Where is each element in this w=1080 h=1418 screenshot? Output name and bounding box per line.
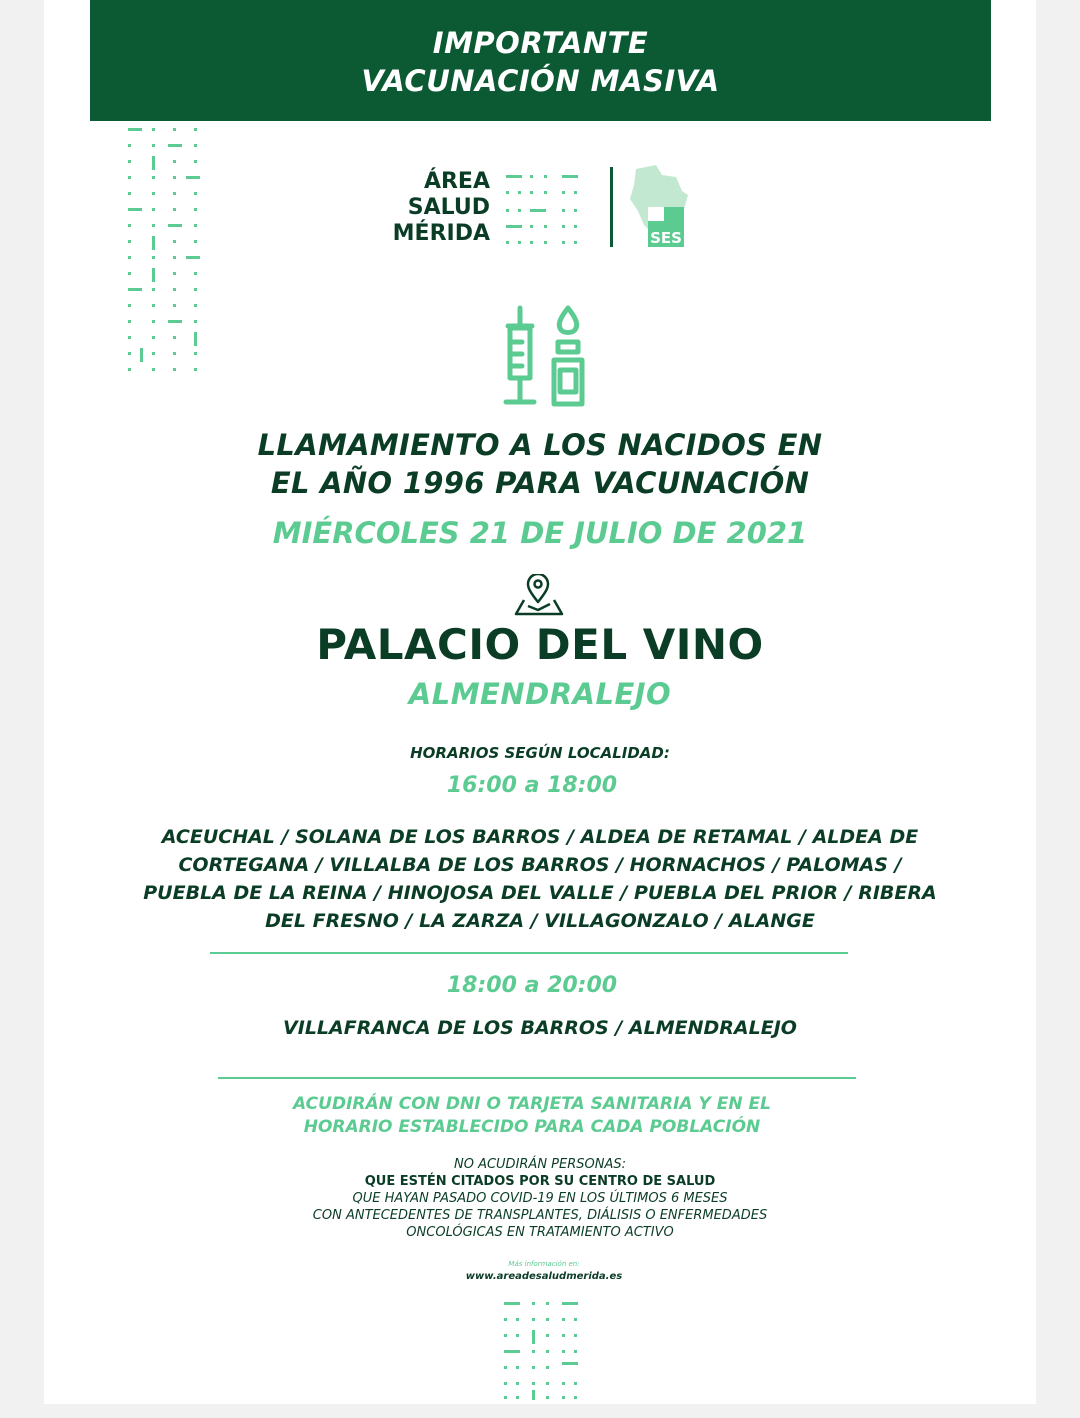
logo-dot-pattern xyxy=(504,171,584,247)
svg-text:SES: SES xyxy=(650,229,682,247)
area-salud-merida-logo xyxy=(392,165,692,255)
decorative-dot-pattern xyxy=(128,126,208,376)
town-line: CORTEGANA / VILLALBA DE LOS BARROS / HORNACHOS / PALOMAS / xyxy=(178,854,902,876)
vaccination-poster xyxy=(44,0,1036,1404)
slot1-time: 16:00 a 18:00 xyxy=(446,773,618,798)
exclusions xyxy=(44,1156,1036,1241)
vaccination-date: MIÉRCOLES 21 DE JULIO DE 2021 xyxy=(272,516,808,550)
divider xyxy=(210,952,848,954)
exclusions-heading: NO ACUDIRÁN PERSONAS: xyxy=(453,1157,627,1172)
logo-wordmark: ÁREA SALUD MÉRIDA xyxy=(392,169,490,246)
exclusion-item: QUE HAYAN PASADO COVID-19 EN LOS ÚLTIMOS 6 MESES xyxy=(352,1191,728,1206)
syringe-and-vial-icon xyxy=(498,304,590,414)
headline: LLAMAMIENTO A LOS NACIDOS EN EL AÑO 1996 PARA VACUNACIÓN xyxy=(257,428,823,500)
logo-divider xyxy=(610,167,613,247)
attendance-notice: ACUDIRÁN CON DNI O TARJETA SANITARIA Y EN EL HORARIO ESTABLECIDO PARA CADA POBLACIÓN xyxy=(293,1094,771,1137)
slot1-towns xyxy=(44,823,1036,935)
town-line: DEL FRESNO / LA ZARZA / VILLAGONZALO / ALANGE xyxy=(265,910,815,932)
venue-city: ALMENDRALEJO xyxy=(408,677,672,711)
town-line: PUEBLA DE LA REINA / HINOJOSA DEL VALLE / PUEBLA DEL PRIOR / RIBERA xyxy=(143,882,937,904)
schedule-heading: HORARIOS SEGÚN LOCALIDAD: xyxy=(410,744,670,762)
slot2-time: 18:00 a 20:00 xyxy=(446,973,618,998)
header-title: IMPORTANTE xyxy=(432,26,649,60)
town-line: VILLAFRANCA DE LOS BARROS / ALMENDRALEJO xyxy=(283,1017,797,1039)
poster-header xyxy=(90,0,991,121)
map-location-icon xyxy=(514,574,564,616)
exclusion-item: QUE ESTÉN CITADOS POR SU CENTRO DE SALUD xyxy=(364,1174,716,1189)
exclusion-item: ONCOLÓGICAS EN TRATAMIENTO ACTIVO xyxy=(406,1225,674,1240)
exclusion-item: CON ANTECEDENTES DE TRANSPLANTES, DIÁLISIS O ENFERMEDADES xyxy=(312,1208,768,1223)
decorative-dot-pattern xyxy=(502,1298,582,1402)
more-info-label: Más información en: xyxy=(508,1260,580,1268)
venue-name: PALACIO DEL VINO xyxy=(316,620,764,669)
header-subtitle: VACUNACIÓN MASIVA xyxy=(361,64,720,98)
website-link[interactable]: www.areadesaludmerida.es xyxy=(465,1271,623,1282)
ses-map-icon xyxy=(626,163,690,249)
slot2-towns xyxy=(44,1014,1036,1042)
town-line: ACEUCHAL / SOLANA DE LOS BARROS / ALDEA DE RETAMAL / ALDEA DE xyxy=(161,826,919,848)
divider xyxy=(218,1077,856,1079)
